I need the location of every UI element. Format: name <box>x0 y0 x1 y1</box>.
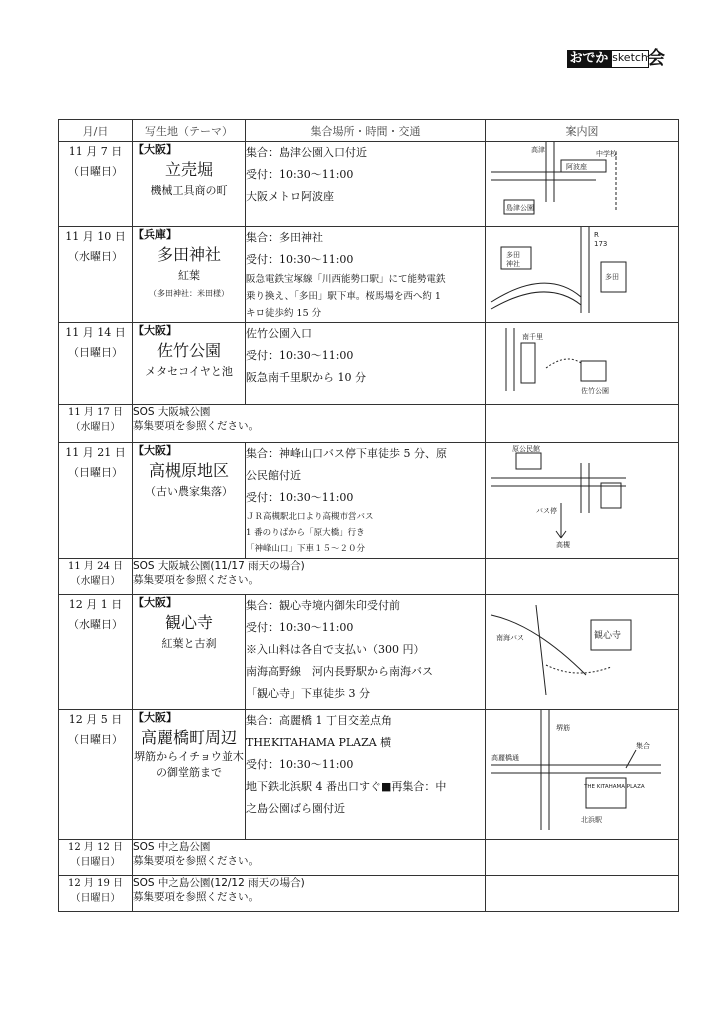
info-line: 受付：10:30～11:00 <box>246 758 354 771</box>
map-sketch <box>486 710 666 830</box>
table-row <box>59 405 679 443</box>
info-line: ※入山料は各自で支払い（300 円） <box>246 643 425 656</box>
weekday: （水曜日） <box>68 618 123 631</box>
info-line: 之島公園ばら園付近 <box>246 802 345 815</box>
map-cell <box>486 323 679 405</box>
date: 12 月 12 日 <box>68 842 123 853</box>
info-line: 受付：10:30～11:00 <box>246 491 354 504</box>
theme-cell <box>133 227 246 323</box>
region: 【大阪】 <box>133 324 177 337</box>
table-row <box>59 323 679 405</box>
map-label: 多田 <box>506 251 520 259</box>
info-line: 集合：神峰山口バス停下車徒歩 5 分、原 <box>246 447 447 460</box>
weekday: （水曜日） <box>68 250 123 263</box>
club-logo <box>567 48 667 84</box>
date-cell <box>59 876 133 912</box>
info-line: 乗り換え、「多田」駅下車。桜馬場を西へ約 1 <box>246 291 441 302</box>
map-label: 阿波座 <box>566 163 587 171</box>
table-row <box>59 443 679 559</box>
map-cell <box>486 227 679 323</box>
map-cell <box>486 559 679 595</box>
theme-cell <box>133 142 246 227</box>
theme-subtitle: メタセコイヤと池 <box>145 365 233 378</box>
sos-note: 募集要項を参照ください。 <box>133 420 259 432</box>
map-cell <box>486 840 679 876</box>
logo-part-3: 会 <box>647 48 665 69</box>
map-label: 中学校 <box>596 150 617 158</box>
date-cell <box>59 559 133 595</box>
header-meeting: 集合場所・時間・交通 <box>246 120 486 142</box>
place-name: 高麗橋町周辺 <box>140 728 237 747</box>
theme-cell <box>133 443 246 559</box>
info-line: 集合：観心寺境内御朱印受付前 <box>246 599 400 612</box>
info-line: 「観心寺」下車徒歩 3 分 <box>246 687 370 700</box>
sos-note: 募集要項を参照ください。 <box>133 891 259 903</box>
region: 【大阪】 <box>133 711 177 724</box>
date-cell <box>59 443 133 559</box>
info-line: キロ徒歩約 15 分 <box>246 308 322 319</box>
date-cell <box>59 710 133 840</box>
region: 【兵庫】 <box>133 228 177 241</box>
map-label: 島津公園 <box>506 204 534 212</box>
info-line: 受付：10:30～11:00 <box>246 253 354 266</box>
region: 【大阪】 <box>133 596 177 609</box>
info-line: 集合：高麗橋 1 丁目交差点角 <box>246 714 392 727</box>
sos-title: SOS 中之島公園 <box>133 841 211 853</box>
table-row <box>59 559 679 595</box>
info-line: 地下鉄北浜駅 4 番出口すぐ■再集合：中 <box>246 780 447 793</box>
table-row <box>59 142 679 227</box>
table-row <box>59 710 679 840</box>
map-cell <box>486 405 679 443</box>
schedule-table <box>58 119 679 912</box>
sos-note: 募集要項を参照ください。 <box>133 855 259 867</box>
map-label: 南海バス <box>496 634 524 642</box>
logo-part-1: おでかけ <box>567 50 611 68</box>
sos-title: SOS 大阪城公園(11/17 雨天の場合) <box>133 560 305 572</box>
date-cell <box>59 323 133 405</box>
info-line: 受付：10:30～11:00 <box>246 349 354 362</box>
map-label: R <box>594 231 599 239</box>
date: 11 月 21 日 <box>65 446 126 459</box>
map-label: 多田 <box>605 273 619 281</box>
meeting-cell <box>246 142 486 227</box>
date: 12 月 19 日 <box>68 878 123 889</box>
date-cell <box>59 227 133 323</box>
header-map: 案内図 <box>486 120 679 142</box>
map-cell <box>486 595 679 710</box>
theme-cell <box>133 710 246 840</box>
theme-note: （多田神社：米田様） <box>149 289 229 298</box>
sos-note-cell <box>133 559 486 595</box>
header-theme: 写生地（テーマ） <box>133 120 246 142</box>
theme-subtitle: 機械工具商の町 <box>150 184 228 197</box>
logo-part-2: sketch <box>611 50 649 68</box>
weekday: （日曜日） <box>70 857 121 868</box>
meeting-cell <box>246 323 486 405</box>
sos-note-cell <box>133 876 486 912</box>
date: 12 月 5 日 <box>68 713 123 726</box>
weekday: （日曜日） <box>68 165 123 178</box>
info-line: 佐竹公園入口 <box>246 327 312 340</box>
map-label: THE KITAHAMA PLAZA <box>584 784 645 790</box>
sos-note: 募集要項を参照ください。 <box>133 574 259 586</box>
theme-cell <box>133 323 246 405</box>
theme-cell <box>133 595 246 710</box>
region: 【大阪】 <box>133 143 177 156</box>
place-name: 高槻原地区 <box>148 461 229 480</box>
map-label: 北浜駅 <box>581 816 602 824</box>
map-sketch <box>486 227 666 313</box>
place-name: 佐竹公園 <box>156 341 221 360</box>
info-line: ＪＲ高槻駅北口より高槻市営バス <box>246 512 374 522</box>
info-line: 受付：10:30～11:00 <box>246 168 354 181</box>
meeting-cell <box>246 595 486 710</box>
date: 11 月 7 日 <box>68 145 123 158</box>
date: 11 月 10 日 <box>65 230 126 243</box>
info-line: 南海高野線 河内長野駅から南海バス <box>246 665 433 678</box>
table-row <box>59 876 679 912</box>
map-cell <box>486 443 679 559</box>
map-label: 高麗橋通 <box>491 754 519 762</box>
date-cell <box>59 595 133 710</box>
map-label: 173 <box>594 240 608 248</box>
info-line: 集合：多田神社 <box>246 231 323 244</box>
weekday: （日曜日） <box>68 733 123 746</box>
place-name: 多田神社 <box>156 245 221 264</box>
map-cell <box>486 710 679 840</box>
info-line: 「神峰山口」下車１５～２０分 <box>246 544 366 554</box>
map-sketch <box>486 443 666 549</box>
sos-note-cell <box>133 840 486 876</box>
date-cell <box>59 405 133 443</box>
map-label: 南千里 <box>522 333 543 341</box>
theme-subtitle: 紅葉 <box>178 269 200 282</box>
date: 11 月 17 日 <box>68 407 123 418</box>
map-label: 高槻 <box>556 541 570 549</box>
meeting-cell <box>246 443 486 559</box>
weekday: （水曜日） <box>70 422 121 433</box>
map-label: 集合 <box>636 742 650 750</box>
info-line: 受付：10:30～11:00 <box>246 621 354 634</box>
date-cell <box>59 840 133 876</box>
info-line: 集合：島津公園入口付近 <box>246 146 367 159</box>
place-name: 観心寺 <box>164 613 213 632</box>
date: 11 月 24 日 <box>68 561 123 572</box>
sos-title: SOS 中之島公園(12/12 雨天の場合) <box>133 877 305 889</box>
table-row <box>59 227 679 323</box>
map-cell <box>486 142 679 227</box>
map-sketch <box>486 323 666 395</box>
header-row <box>59 120 679 142</box>
info-line: 阪急電鉄宝塚線「川西能勢口駅」にて能勢電鉄 <box>246 274 446 285</box>
table-row <box>59 595 679 710</box>
date-cell <box>59 142 133 227</box>
region: 【大阪】 <box>133 444 177 457</box>
theme-subtitle: 紅葉と古刹 <box>161 637 217 650</box>
map-cell <box>486 876 679 912</box>
table-row <box>59 840 679 876</box>
date: 11 月 14 日 <box>65 326 126 339</box>
info-line: 公民館付近 <box>246 469 301 482</box>
map-label: 堺筋 <box>556 724 570 732</box>
weekday: （水曜日） <box>70 576 121 587</box>
weekday: （日曜日） <box>70 893 121 904</box>
theme-subtitle: （古い農家集落） <box>145 485 233 498</box>
weekday: （日曜日） <box>68 346 123 359</box>
map-label: 原公民館 <box>512 445 540 453</box>
meeting-cell <box>246 710 486 840</box>
weekday: （日曜日） <box>68 466 123 479</box>
info-line: 大阪メトロ阿波座 <box>246 190 334 203</box>
sos-title: SOS 大阪城公園 <box>133 406 211 418</box>
info-line: THEKITAHAMA PLAZA 横 <box>246 736 392 749</box>
map-label: 佐竹公園 <box>581 387 609 395</box>
map-sketch <box>486 142 666 218</box>
map-sketch <box>486 595 666 700</box>
theme-subtitle: 堺筋からイチョウ並木の御堂筋まで <box>134 750 244 779</box>
map-label: 高津 <box>531 146 545 154</box>
sos-note-cell <box>133 405 486 443</box>
place-name: 立売堀 <box>164 160 213 179</box>
map-label: 観心寺 <box>594 631 622 641</box>
date: 12 月 1 日 <box>68 598 123 611</box>
header-date: 月/日 <box>59 120 133 142</box>
info-line: 阪急南千里駅から 10 分 <box>246 371 366 384</box>
map-label: バス停 <box>536 507 557 515</box>
meeting-cell <box>246 227 486 323</box>
map-label: 神社 <box>506 260 520 268</box>
info-line: 1 番のりばから「原大橋」行き <box>246 528 365 538</box>
